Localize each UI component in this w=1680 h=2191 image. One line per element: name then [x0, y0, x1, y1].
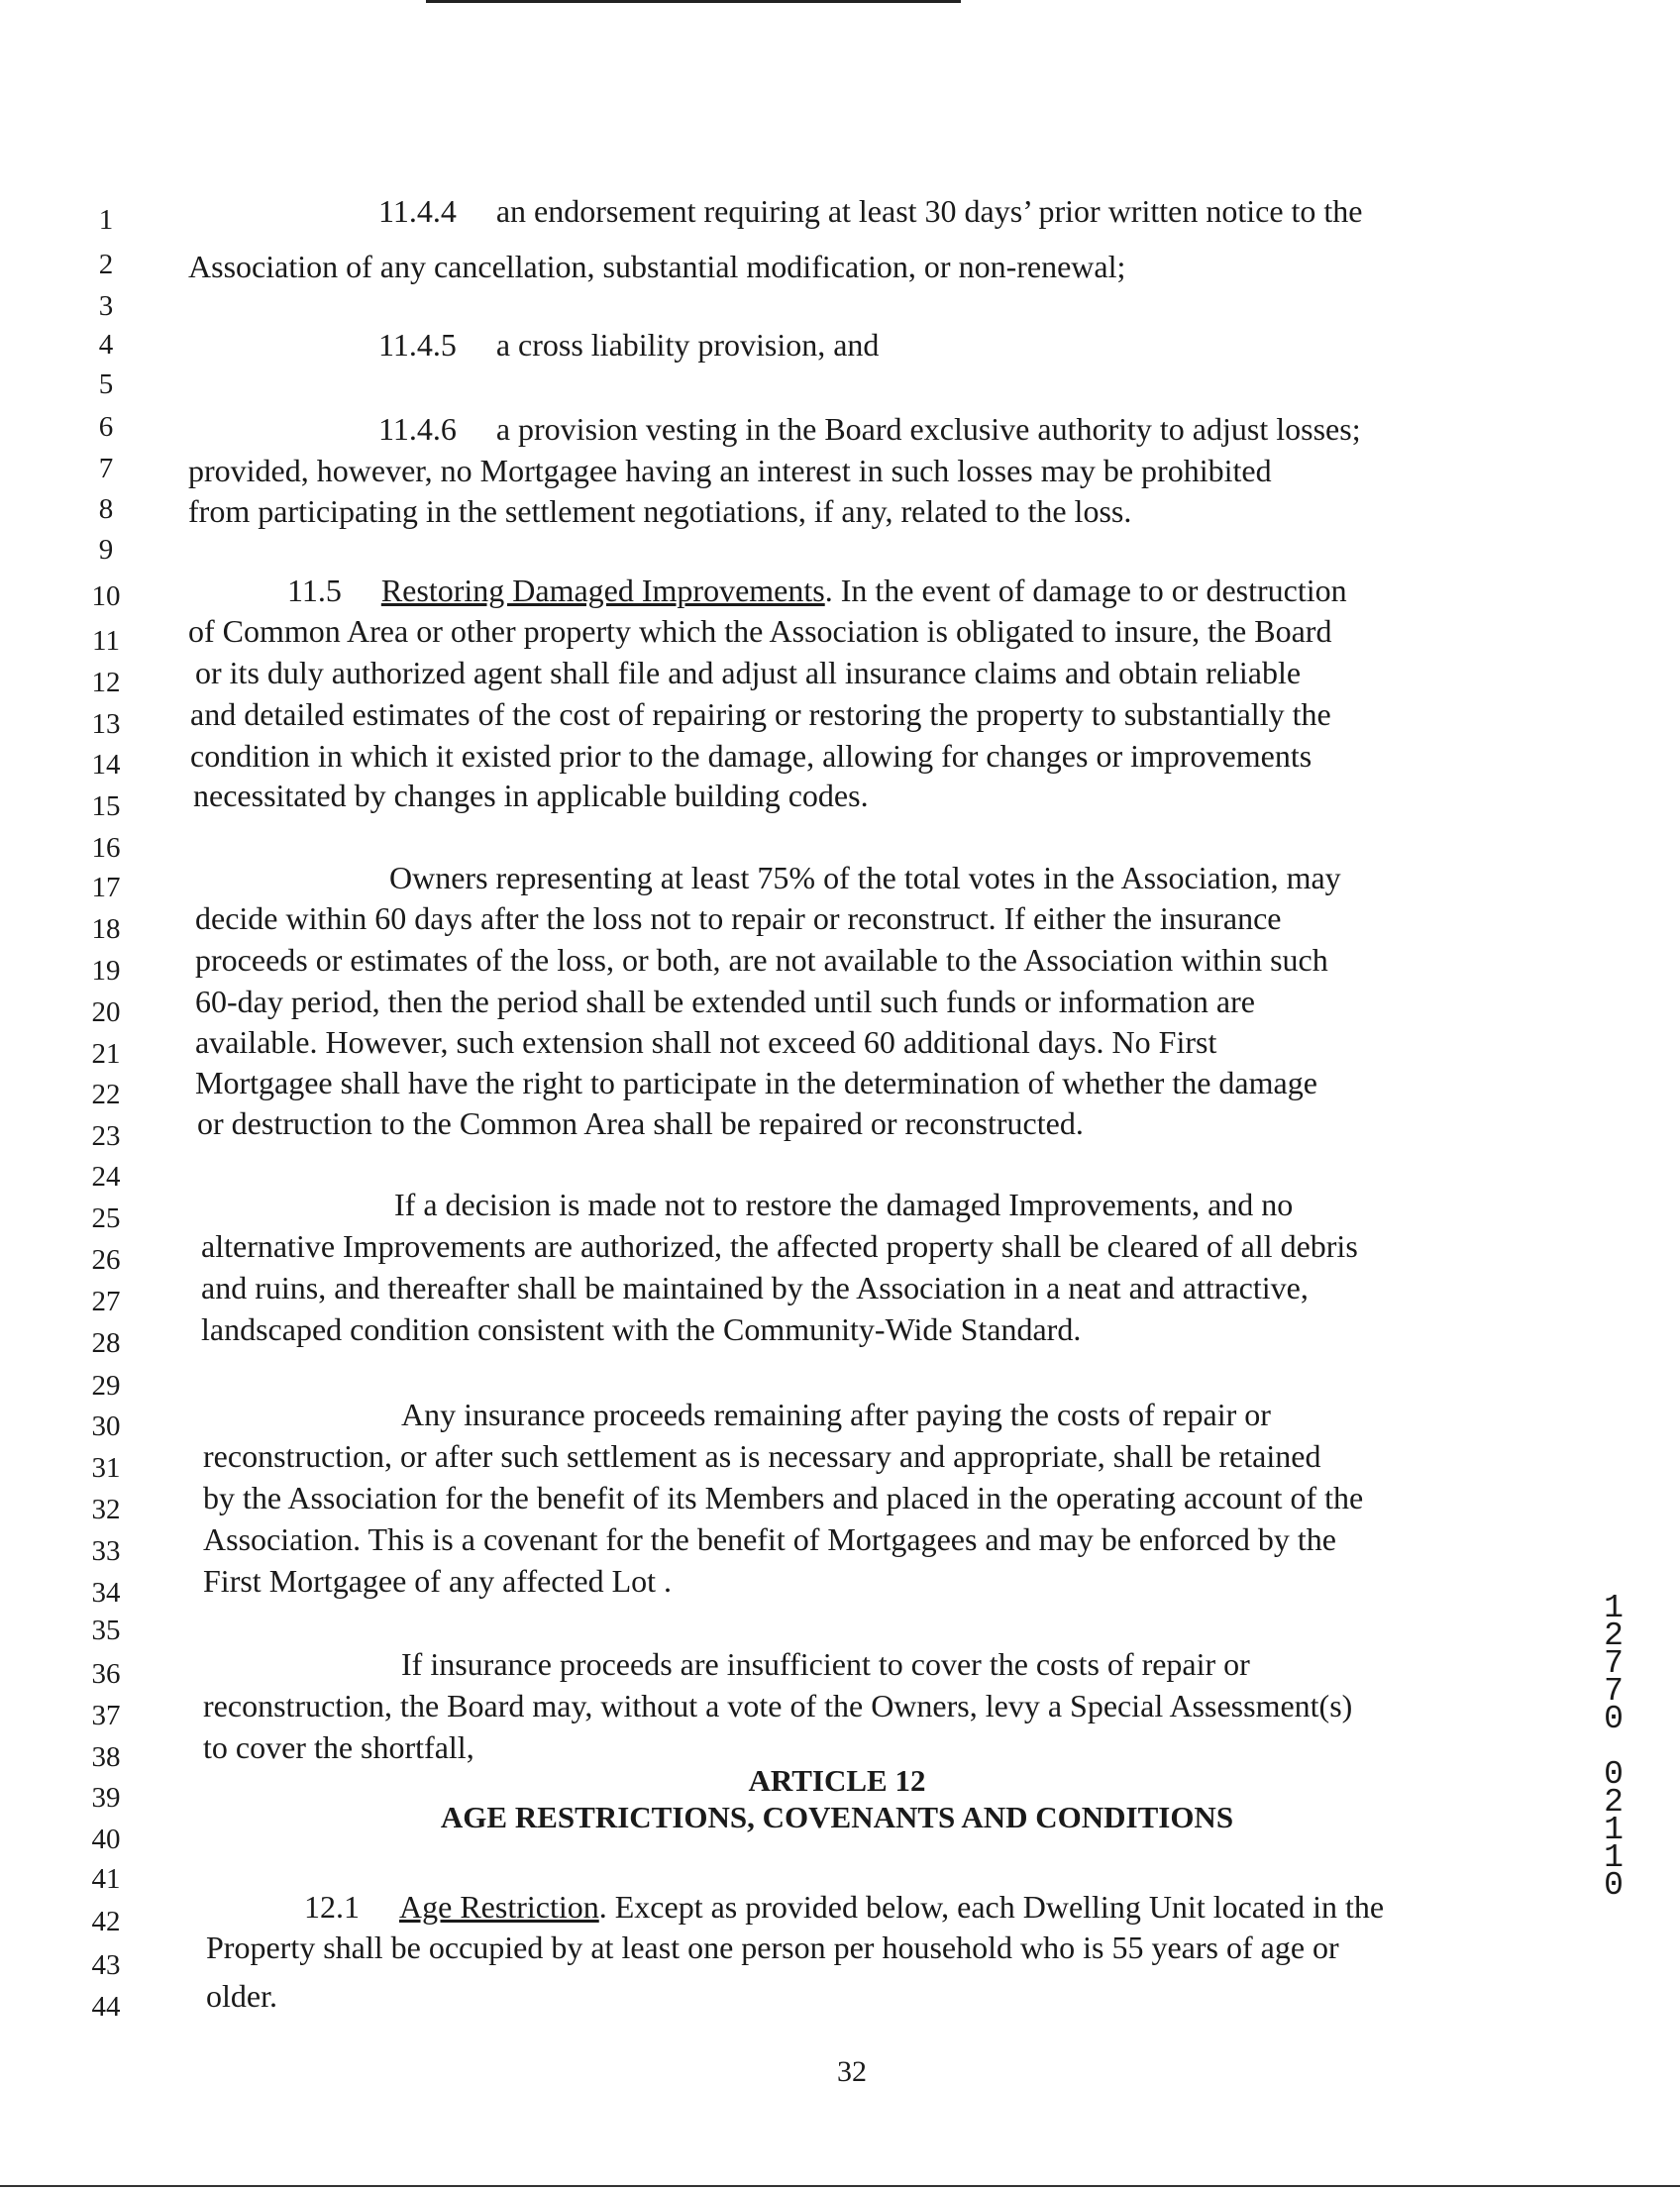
line-number: 20 [91, 996, 121, 1028]
line-number: 37 [91, 1700, 121, 1731]
s121-line-3: older. [206, 1978, 277, 2014]
s115-line-3: or its duly authorized agent shall file and adjust all insurance claims and obtain reliable [195, 655, 1302, 690]
proceeds-line-2: reconstruction, or after such settlement as is necessary and appropriate, shall be retained [203, 1438, 1321, 1474]
line-number: 12 [91, 667, 121, 698]
line-number: 40 [91, 1824, 121, 1855]
line-number: 5 [98, 368, 114, 400]
side-stamp-vertical [1599, 1590, 1628, 1904]
insufficient-line-2: reconstruction, the Board may, without a vote of the Owners, levy a Special Assessment(s) [203, 1688, 1353, 1723]
line-number: 10 [91, 580, 121, 612]
line-number: 33 [91, 1535, 121, 1567]
s1146-line-1 [378, 409, 1361, 449]
s1146-text-1: a provision vesting in the Board exclusive authority to adjust losses; [495, 411, 1361, 447]
line-number: 7 [98, 453, 114, 484]
line-number: 41 [91, 1863, 121, 1895]
owners-line-3: proceeds or estimates of the loss, or both, are not available to the Association within such [195, 942, 1328, 978]
s1145-number: 11.4.5 [378, 327, 457, 363]
s1144-text-1: an endorsement requiring at least 30 days’ prior written notice to the [495, 193, 1363, 229]
line-number: 32 [91, 1494, 121, 1525]
line-number: 14 [91, 749, 121, 781]
insufficient-line-3: to cover the shortfall, [203, 1729, 474, 1765]
line-number: 1 [98, 204, 114, 236]
line-number: 4 [98, 329, 114, 361]
bottom-rule [0, 2185, 1680, 2187]
s121-number: 12.1 [304, 1889, 360, 1925]
line-number: 21 [91, 1038, 121, 1070]
s121-heading: Age Restriction [399, 1889, 599, 1925]
s115-text-1: . In the event of damage to or destruction [824, 573, 1347, 608]
line-number: 8 [98, 493, 114, 525]
owners-line-5: available. However, such extension shall not exceed 60 additional days. No First [195, 1024, 1217, 1060]
decision-line-1: If a decision is made not to restore the damaged Improvements, and no [394, 1187, 1294, 1222]
line-number: 24 [91, 1161, 121, 1193]
owners-line-4: 60-day period, then the period shall be extended until such funds or information are [195, 984, 1255, 1019]
line-number: 38 [91, 1741, 121, 1773]
side-stamp-char: 7 [1604, 1673, 1624, 1710]
article-number: ARTICLE 12 [748, 1763, 926, 1798]
side-stamp-char: 1 [1604, 1839, 1624, 1876]
line-number: 25 [91, 1202, 121, 1234]
s1144-line-1 [378, 191, 1474, 231]
line-number: 18 [91, 913, 121, 945]
s1144-line-2: Association of any cancellation, substantial modification, or non-renewal; [188, 249, 1126, 284]
line-number: 13 [91, 708, 121, 740]
s115-line-2: of Common Area or other property which the Association is obligated to insure, the Board [188, 613, 1332, 649]
proceeds-line-5: First Mortgagee of any affected Lot . [203, 1563, 673, 1599]
s121-line-2: Property shall be occupied by at least one person per household who is 55 years of age or [206, 1930, 1339, 1965]
line-number: 34 [91, 1577, 121, 1609]
line-number: 22 [91, 1079, 121, 1110]
line-number: 43 [91, 1949, 121, 1981]
s115-line-1 [287, 571, 1347, 610]
article-title: AGE RESTRICTIONS, COVENANTS AND CONDITIONS [440, 1800, 1234, 1834]
decision-line-4: landscaped condition consistent with the Community-Wide Standard. [201, 1311, 1082, 1347]
side-stamp-char: 2 [1604, 1617, 1624, 1654]
line-number: 11 [92, 625, 120, 657]
side-stamp-char: 2 [1604, 1784, 1624, 1821]
line-number: 17 [91, 872, 121, 903]
s1146-line-3: from participating in the settlement negotiations, if any, related to the loss. [188, 493, 1132, 529]
line-number: 42 [91, 1906, 121, 1937]
line-number: 28 [91, 1327, 121, 1359]
line-number: 23 [91, 1120, 121, 1152]
s1146-line-2: provided, however, no Mortgagee having an interest in such losses may be prohibited [188, 453, 1272, 488]
side-stamp-char: 1 [1604, 1812, 1624, 1848]
line-number: 9 [98, 534, 114, 566]
s1146-number: 11.4.6 [378, 411, 457, 447]
s121-text-1: . Except as provided below, each Dwelling Unit located in the [598, 1889, 1385, 1925]
line-number: 6 [98, 411, 114, 443]
s1144-number: 11.4.4 [378, 193, 457, 229]
s115-heading: Restoring Damaged Improvements [380, 573, 825, 608]
line-number: 36 [91, 1658, 121, 1690]
line-number: 31 [91, 1452, 121, 1484]
owners-line-2: decide within 60 days after the loss not to repair or reconstruct. If either the insurance [195, 900, 1282, 936]
s121-line-1 [304, 1887, 1384, 1927]
s115-line-5: condition in which it existed prior to the damage, allowing for changes or improvements [190, 738, 1312, 774]
side-stamp-char: 0 [1604, 1867, 1624, 1904]
owners-line-7: or destruction to the Common Area shall be repaired or reconstructed. [197, 1105, 1084, 1141]
s1145-line [378, 325, 879, 365]
s115-number: 11.5 [287, 573, 342, 608]
s115-line-4: and detailed estimates of the cost of repairing or restoring the property to substantially the [190, 696, 1331, 732]
s1145-text: a cross liability provision, and [495, 327, 880, 363]
insufficient-line-1: If insurance proceeds are insufficient to cover the costs of repair or [401, 1646, 1250, 1682]
line-number: 26 [91, 1244, 121, 1276]
page-number: 32 [837, 2055, 867, 2088]
line-number: 29 [91, 1370, 121, 1402]
side-stamp-char: 0 [1604, 1756, 1624, 1793]
line-number: 15 [91, 790, 121, 822]
decision-line-2: alternative Improvements are authorized, the affected property shall be cleared of all debris [201, 1228, 1358, 1264]
line-number: 16 [91, 832, 121, 864]
proceeds-line-4: Association. This is a covenant for the benefit of Mortgagees and may be enforced by the [203, 1521, 1336, 1557]
owners-line-6: Mortgagee shall have the right to participate in the determination of whether the damage [195, 1065, 1317, 1100]
line-number: 3 [98, 290, 114, 322]
decision-line-3: and ruins, and thereafter shall be maintained by the Association in a neat and attractive, [201, 1270, 1309, 1305]
line-number: 19 [91, 955, 121, 987]
proceeds-line-3: by the Association for the benefit of its Members and placed in the operating account of the [203, 1480, 1364, 1515]
line-number: 27 [91, 1286, 121, 1317]
line-number: 44 [91, 1991, 121, 2023]
top-rule [426, 0, 961, 3]
line-number: 39 [91, 1782, 121, 1814]
line-number: 35 [91, 1615, 121, 1646]
side-stamp-char: 1 [1604, 1590, 1624, 1626]
side-stamp-char: 7 [1604, 1645, 1624, 1682]
line-number: 30 [91, 1410, 121, 1442]
s115-line-6: necessitated by changes in applicable building codes. [193, 778, 869, 813]
side-stamp-char: 0 [1604, 1701, 1624, 1737]
proceeds-line-1: Any insurance proceeds remaining after paying the costs of repair or [401, 1397, 1271, 1432]
owners-line-1: Owners representing at least 75% of the total votes in the Association, may [389, 860, 1341, 895]
line-number: 2 [98, 249, 114, 280]
